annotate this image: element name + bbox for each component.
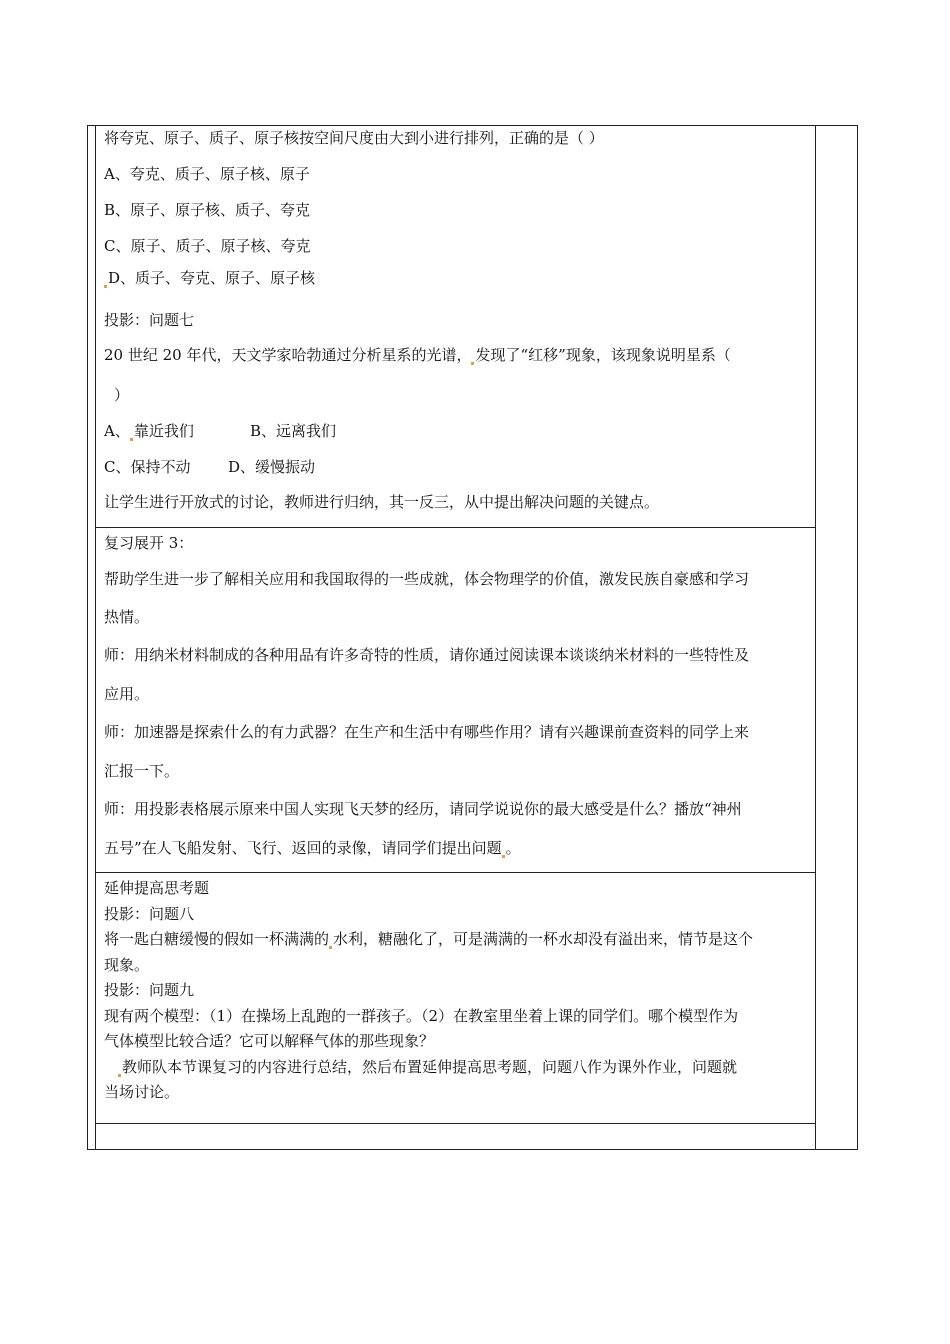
question-7-option-b: B、远离我们: [250, 422, 337, 440]
teacher-accelerator-line2: 汇报一下。: [104, 762, 180, 780]
review-3-title: 复习展开 3：: [104, 534, 194, 552]
teacher-space-line2-end: 。: [505, 839, 521, 857]
question-7-title: 投影：问题七: [104, 311, 195, 329]
teacher-space-line2: [104, 838, 521, 858]
edit-mark-icon: [104, 285, 107, 288]
row-divider-2: [95, 872, 816, 873]
question-7-stem-part1: 20 世纪 20 年代，天文学家哈勃通过分析星系的光谱，: [104, 346, 472, 364]
question-9-line1: 现有两个模型：（1）在操场上乱跑的一群孩子。（2）在教室里坐着上课的同学们。哪个模型作为: [104, 1007, 739, 1025]
question-6-option-b: B、原子、原子核、质子、夸克: [104, 201, 311, 219]
question-8-line1-part2: 水利，糖融化了，可是满满的一杯水却没有溢出来，情节是这个: [333, 930, 754, 948]
question-8-line2: 现象。: [104, 956, 150, 974]
question-7-option-a-prefix: A、: [104, 422, 130, 440]
closing-line1: [118, 1057, 737, 1077]
question-7-option-c: C、保持不动: [104, 458, 191, 476]
question-6-option-d: [104, 268, 315, 288]
question-7-option-d: D、缓慢振动: [228, 458, 316, 476]
question-9-title: 投影：问题九: [104, 981, 195, 999]
edit-mark-icon: [130, 438, 133, 441]
teacher-summary: 让学生进行开放式的讨论，教师进行归纳，其一反三，从中提出解决问题的关键点。: [104, 493, 660, 511]
question-7-option-a-text: 靠近我们: [133, 422, 194, 440]
review-3-goal-line2: 热情。: [104, 608, 150, 626]
edit-mark-icon: [118, 1074, 121, 1077]
question-7-option-a: [104, 421, 194, 441]
question-8-line1-part1: 将一匙白糖缓慢的假如一杯满满的: [104, 930, 330, 948]
edit-mark-icon: [502, 855, 505, 858]
question-6-option-d-text: D、质子、夸克、原子、原子核: [108, 269, 316, 287]
closing-line1-text: 教师队本节课复习的内容进行总结，然后布置延伸提高思考题，问题八作为课外作业，问题就: [122, 1058, 738, 1076]
teacher-space-line2-text: 五号”在人飞船发射、飞行、返回的录像，请同学们提出问题: [104, 839, 502, 857]
question-7-stem-part2: 发现了“红移”现象，该现象说明星系（: [475, 346, 731, 364]
review-3-goal-line1: 帮助学生进一步了解相关应用和我国取得的一些成就，体会物理学的价值，激发民族自豪感和学习: [104, 570, 750, 588]
teacher-accelerator-line1: 师：加速器是探索什么的有力武器？在生产和生活中有哪些作用？请有兴趣课前查资料的同学上来: [104, 723, 750, 741]
question-8-line1: [104, 929, 753, 949]
teacher-space-line1: 师：用投影表格展示原来中国人实现飞天梦的经历，请同学说说你的最大感受是什么？播放“神州: [104, 800, 742, 818]
extension-title: 延伸提高思考题: [104, 879, 210, 897]
row-divider-3: [95, 1123, 816, 1124]
row-divider-1: [95, 527, 816, 528]
question-8-title: 投影：问题八: [104, 905, 195, 923]
edit-mark-icon: [329, 946, 332, 949]
question-6-stem: 将夸克、原子、质子、原子核按空间尺度由大到小进行排列，正确的是（ ）: [104, 129, 604, 147]
teacher-nano-line1: 师：用纳米材料制成的各种用品有许多奇特的性质，请你通过阅读课本谈谈纳米材料的一些特性及: [104, 646, 750, 664]
teacher-nano-line2: 应用。: [104, 685, 150, 703]
closing-line2: 当场讨论。: [104, 1083, 180, 1101]
question-7-stem-close: ）: [114, 386, 130, 404]
question-7-stem: [104, 345, 731, 365]
question-6-option-c: C、原子、质子、原子核、夸克: [104, 237, 311, 255]
question-9-line2: 气体模型比较合适？它可以解释气体的那些现象？: [104, 1032, 435, 1050]
question-6-option-a: A、夸克、质子、原子核、原子: [104, 165, 310, 183]
